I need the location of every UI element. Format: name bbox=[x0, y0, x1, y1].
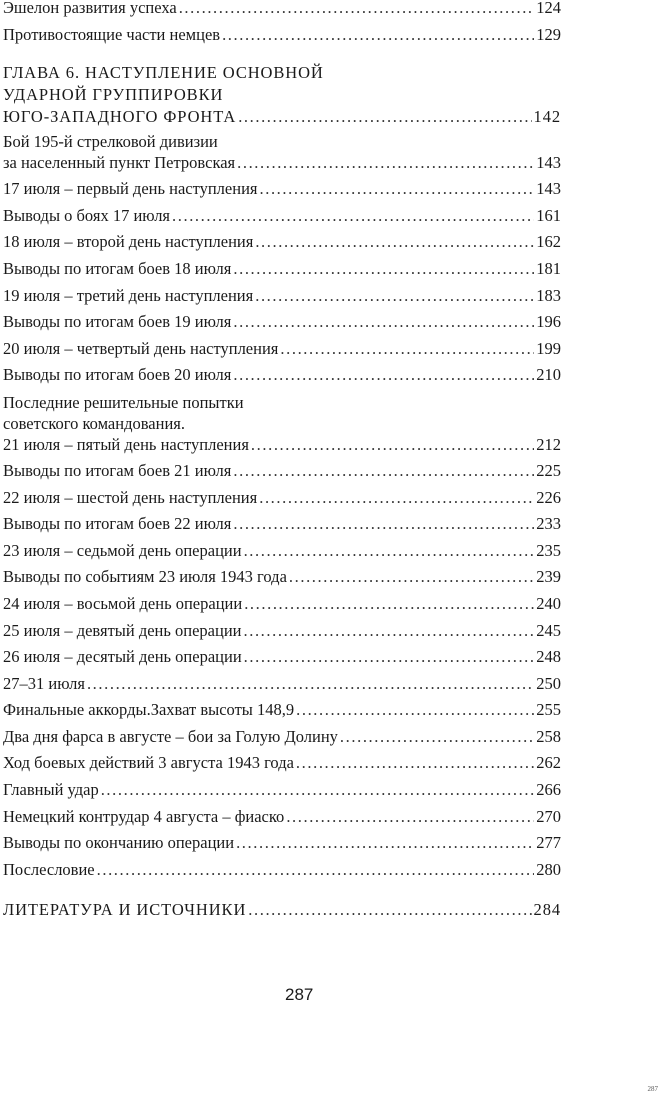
chapter-title-line: ЮГО-ЗАПАДНОГО ФРОНТА bbox=[3, 107, 237, 127]
toc-entry-title: Главный удар bbox=[3, 780, 99, 800]
toc-entry bbox=[3, 283, 561, 310]
dot-leader bbox=[179, 0, 535, 22]
toc-entry-title-line: Бой 195-й стрелковой дивизии bbox=[3, 132, 218, 152]
toc-entry-title: Немецкий контрудар 4 августа – фиаско bbox=[3, 806, 285, 826]
dot-leader bbox=[101, 777, 535, 804]
dot-leader bbox=[248, 897, 531, 924]
chapter-title-line: УДАРНОЙ ГРУППИРОВКИ bbox=[3, 85, 224, 105]
toc-entry-page: 262 bbox=[536, 753, 561, 773]
toc-entry bbox=[3, 458, 561, 485]
toc-entry-page: 161 bbox=[536, 205, 561, 225]
dot-leader bbox=[340, 724, 534, 751]
toc-entry-title-line: Последние решительные попытки bbox=[3, 392, 244, 412]
toc-entry-title: 24 июля – восьмой день операции bbox=[3, 593, 243, 613]
toc-entry-title: Противостоящие части немцев bbox=[3, 24, 221, 44]
toc-entry bbox=[3, 697, 561, 724]
toc-entry bbox=[3, 152, 561, 174]
dot-leader bbox=[233, 511, 534, 538]
toc-entry-page: 162 bbox=[536, 232, 561, 252]
toc-entry-title: 17 июля – первый день наступления bbox=[3, 179, 258, 199]
toc-entry-title: Выводы по окончанию операции bbox=[3, 833, 235, 853]
toc-entry-page: 196 bbox=[536, 312, 561, 332]
toc-entry bbox=[3, 485, 561, 512]
dot-leader bbox=[259, 485, 534, 512]
toc-entry bbox=[3, 336, 561, 363]
dot-leader bbox=[296, 697, 534, 724]
toc-entry bbox=[3, 750, 561, 777]
toc-entry-page: 248 bbox=[536, 647, 561, 667]
toc-entry bbox=[3, 203, 561, 230]
toc-entry-page: 280 bbox=[536, 859, 561, 879]
dot-leader bbox=[233, 458, 534, 485]
dot-leader bbox=[244, 538, 535, 565]
toc-entry bbox=[3, 671, 561, 698]
dot-leader bbox=[280, 336, 534, 363]
toc-entry bbox=[3, 644, 561, 671]
toc-entry-title: Выводы о боях 17 июля bbox=[3, 205, 171, 225]
toc-entry-page: 255 bbox=[536, 700, 561, 720]
toc-entry-title: Послесловие bbox=[3, 859, 95, 879]
toc-entry bbox=[3, 591, 561, 618]
dot-leader bbox=[286, 804, 534, 831]
dot-leader bbox=[233, 362, 534, 389]
toc-entry bbox=[3, 857, 561, 884]
toc-entry-title: 19 июля – третий день наступления bbox=[3, 285, 254, 305]
toc-entry-page: 142 bbox=[533, 107, 561, 127]
dot-leader bbox=[255, 283, 534, 310]
toc-entry-page: 250 bbox=[536, 673, 561, 693]
toc-entry-title-line: за населенный пункт Петровская bbox=[3, 153, 236, 173]
toc-multiline-entry bbox=[3, 389, 561, 458]
toc-entry bbox=[3, 256, 561, 283]
toc-entry-title: 23 июля – седьмой день операции bbox=[3, 540, 242, 560]
dot-leader bbox=[251, 434, 534, 456]
toc-entry-page: 233 bbox=[536, 514, 561, 534]
toc-entry-title: Выводы по итогам боев 21 июля bbox=[3, 460, 232, 480]
dot-leader bbox=[255, 229, 534, 256]
dot-leader bbox=[237, 152, 534, 174]
toc-entry-page: 129 bbox=[536, 24, 561, 44]
toc-entry-literature bbox=[3, 897, 561, 924]
toc-entry-title: Ход боевых действий 3 августа 1943 года bbox=[3, 753, 294, 773]
chapter-title-line: ГЛАВА 6. НАСТУПЛЕНИЕ ОСНОВНОЙ bbox=[3, 63, 324, 83]
toc-entry bbox=[3, 618, 561, 645]
table-of-contents bbox=[3, 0, 561, 924]
dot-leader bbox=[233, 256, 534, 283]
dot-leader bbox=[244, 618, 535, 645]
toc-entry bbox=[3, 511, 561, 538]
dot-leader bbox=[238, 106, 531, 128]
toc-entry-page: 181 bbox=[536, 258, 561, 278]
toc-entry-page: 239 bbox=[536, 567, 561, 587]
toc-entry-title: Выводы по итогам боев 22 июля bbox=[3, 514, 232, 534]
toc-entry-page: 245 bbox=[536, 620, 561, 640]
toc-entry bbox=[3, 804, 561, 831]
toc-entry-page: 212 bbox=[536, 434, 561, 454]
toc-entry bbox=[3, 830, 561, 857]
dot-leader bbox=[289, 564, 534, 591]
toc-entry bbox=[3, 538, 561, 565]
dot-leader bbox=[222, 22, 534, 49]
toc-entry-title: 22 июля – шестой день наступления bbox=[3, 487, 258, 507]
toc-entry bbox=[3, 564, 561, 591]
dot-leader bbox=[260, 176, 535, 203]
toc-entry bbox=[3, 229, 561, 256]
dot-leader bbox=[97, 857, 535, 884]
toc-entry-page: 266 bbox=[536, 780, 561, 800]
toc-entry bbox=[3, 724, 561, 751]
toc-entry-title: 18 июля – второй день наступления bbox=[3, 232, 254, 252]
dot-leader bbox=[87, 671, 534, 698]
toc-entry-page: 258 bbox=[536, 726, 561, 746]
toc-entry-title: Выводы по событиям 23 июля 1943 года bbox=[3, 567, 287, 587]
toc-entry-title: 26 июля – десятый день операции bbox=[3, 647, 242, 667]
toc-entry-page: 235 bbox=[536, 540, 561, 560]
dot-leader bbox=[244, 591, 534, 618]
toc-entry-page: 270 bbox=[536, 806, 561, 826]
toc-entry-title: Эшелон развития успеха bbox=[3, 0, 177, 17]
toc-entry-title: Выводы по итогам боев 19 июля bbox=[3, 312, 232, 332]
toc-entry-title-line: 21 июля – пятый день наступления bbox=[3, 434, 249, 454]
toc-entry-title: 20 июля – четвертый день наступления bbox=[3, 338, 279, 358]
chapter-heading bbox=[3, 62, 561, 128]
toc-entry-page: 277 bbox=[536, 833, 561, 853]
page-number: 287 bbox=[285, 985, 314, 1004]
toc-entry-title-line: советского командования. bbox=[3, 413, 185, 433]
toc-entry bbox=[3, 434, 561, 456]
dot-leader bbox=[236, 830, 534, 857]
toc-entry-title: Финальные аккорды.Захват высоты 148,9 bbox=[3, 700, 295, 720]
toc-entry-page: 124 bbox=[536, 0, 561, 17]
dot-leader bbox=[296, 750, 534, 777]
toc-entry bbox=[3, 777, 561, 804]
toc-entry bbox=[3, 362, 561, 389]
toc-entry-page: 210 bbox=[536, 365, 561, 385]
toc-entry-page: 183 bbox=[536, 285, 561, 305]
toc-entry-title: Выводы по итогам боев 18 июля bbox=[3, 258, 232, 278]
toc-entry-title: 27–31 июля bbox=[3, 673, 85, 693]
corner-page-number: 287 bbox=[647, 1085, 658, 1093]
toc-entry-title: Два дня фарса в августе – бои за Голую Долину bbox=[3, 726, 338, 746]
toc-entry-page: 225 bbox=[536, 460, 561, 480]
toc-entry-page: 226 bbox=[536, 487, 561, 507]
dot-leader bbox=[172, 203, 534, 230]
dot-leader bbox=[244, 644, 535, 671]
toc-entry bbox=[3, 106, 561, 128]
toc-entry-title: 25 июля – девятый день операции bbox=[3, 620, 242, 640]
toc-multiline-entry bbox=[3, 128, 561, 176]
toc-entry-page: 143 bbox=[536, 179, 561, 199]
toc-entry-title: ЛИТЕРАТУРА И ИСТОЧНИКИ bbox=[3, 900, 247, 920]
toc-entry-title: Выводы по итогам боев 20 июля bbox=[3, 365, 232, 385]
toc-entry bbox=[3, 0, 561, 22]
toc-entry bbox=[3, 176, 561, 203]
toc-entry bbox=[3, 309, 561, 336]
toc-entry bbox=[3, 22, 561, 49]
toc-entry-page: 284 bbox=[533, 900, 561, 920]
toc-entry-page: 143 bbox=[536, 153, 561, 173]
toc-entry-page: 199 bbox=[536, 338, 561, 358]
toc-entry-page: 240 bbox=[536, 593, 561, 613]
dot-leader bbox=[233, 309, 534, 336]
